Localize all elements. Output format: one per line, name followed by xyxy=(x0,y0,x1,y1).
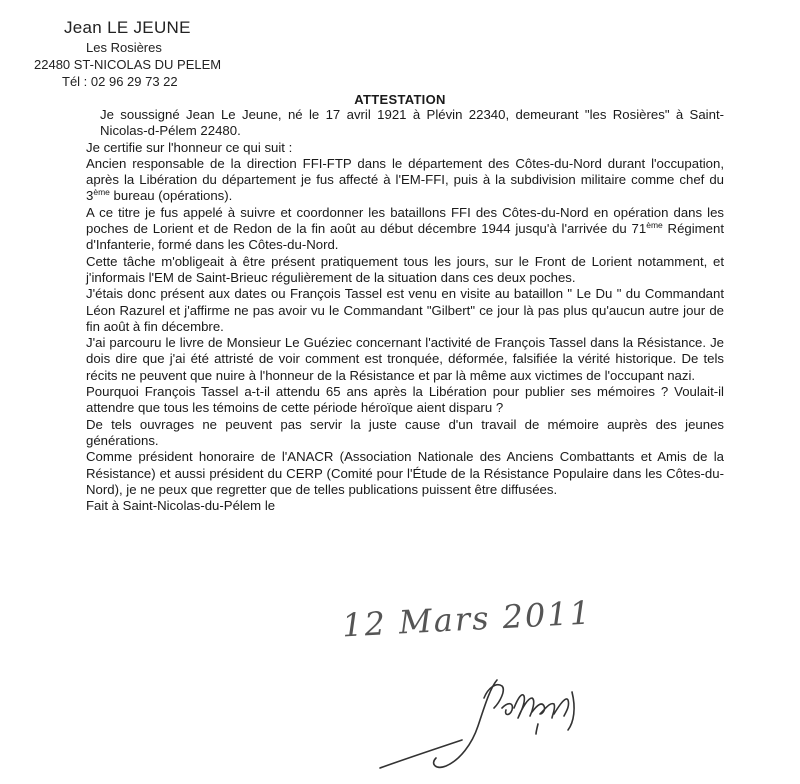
sender-phone: Tél : 02 96 29 73 22 xyxy=(62,74,178,89)
document-title xyxy=(0,92,800,107)
signature xyxy=(362,668,602,778)
sender-name: Jean LE JEUNE xyxy=(64,18,191,37)
paragraph-place: Fait à Saint-Nicolas-du-Pélem le xyxy=(86,498,276,514)
paragraph-role xyxy=(86,156,724,205)
paragraph-president: Comme président honoraire de l'ANACR (Association Nationale des Anciens Combattants et Amis de la Résistance) et aussi président du CERP (Comité pour l'Étude de la Résistance Populaire dans les Côtes-du-Nord), je ne peux que regretter que de telles publications puissent être diffusées. xyxy=(86,449,724,497)
paragraph-battalions-sup: ème xyxy=(646,220,663,231)
handwritten-date: 12 Mars 2011 xyxy=(341,593,593,645)
paragraph-role-text-b: bureau (opérations). xyxy=(109,188,233,204)
paragraph-battalions-text-b: Régiment d'Infanterie, formé dans les Côtes-du-Nord. xyxy=(86,221,725,253)
paragraph-works: De tels ouvrages ne peuvent pas servir la juste cause d'un travail de mémoire auprès des jeunes générations. xyxy=(86,416,724,448)
document-body xyxy=(86,107,724,514)
sender-address-line1: Les Rosières xyxy=(86,40,162,55)
paragraph-question: Pourquoi François Tassel a-t-il attendu 65 ans après la Libération pour publier ses mémoires ? Voulait-il attendre que tous les témoins de cette période héroïque aient disparu ? xyxy=(86,384,724,416)
paragraph-role-sup: ème xyxy=(93,187,110,198)
paragraph-task: Cette tâche m'obligeait à être présent pratiquement tous les jours, sur le Front de Lorient notamment, et j'informais l'EM de Saint-Brieuc régulièrement de la situation dans ces deux poches. xyxy=(86,253,724,285)
paragraph-presence: J'étais donc présent aux dates ou François Tassel est venu en visite au bataillon " Le Du " du Commandant Léon Razurel et j'affirme ne pas avoir vu le Commandant "Gilbert" ce jour là pas plus qu'aucun autre jour de fin août à fin décembre. xyxy=(86,286,724,334)
paragraph-role-text-a: Ancien responsable de la direction FFI-FTP dans le département des Côtes-du-Nord durant l'occupation, après la Libération du département je fus affecté à l'EM-FFI, puis à la subdivision militaire comme chef du 3 xyxy=(86,155,724,204)
paragraph-battalions-text-a: A ce titre je fus appelé à suivre et coordonner les bataillons FFI des Côtes-du-Nord en opération dans les poches de Lorient et de Redon de la fin août au début décembre 1944 jusqu'à l'arrivée du 71 xyxy=(86,204,724,237)
paragraph-battalions xyxy=(86,205,724,254)
document-title-text: ATTESTATION xyxy=(354,92,446,107)
paragraph-identity: Je soussigné Jean Le Jeune, né le 17 avril 1921 à Plévin 22340, demeurant "les Rosières" à Saint-Nicolas-d-Pélem 22480. xyxy=(100,107,724,139)
paragraph-book: J'ai parcouru le livre de Monsieur Le Guéziec concernant l'activité de François Tassel dans la Résistance. Je dois dire que j'ai été attristé de voir comment est tronquée, déformée, falsifiée la vérité historique. De tels récits ne peuvent que nuire à l'honneur de la Résistance et par là même aux victimes de l'occupant nazi. xyxy=(86,335,724,383)
paragraph-certify: Je certifie sur l'honneur ce qui suit : xyxy=(86,139,293,155)
sender-address-line2: 22480 ST-NICOLAS DU PELEM xyxy=(34,57,222,72)
